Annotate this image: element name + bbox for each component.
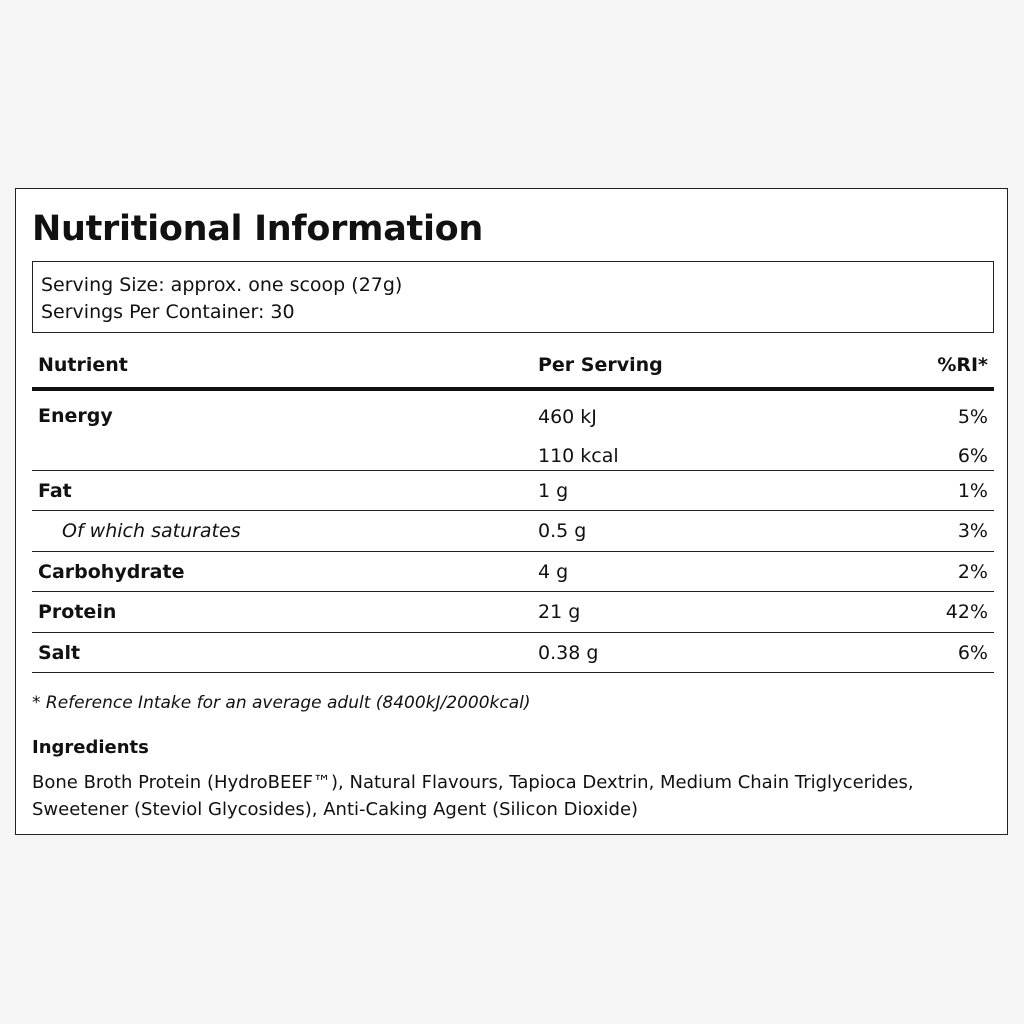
nutrition-table-body bbox=[32, 390, 994, 673]
energy-kcal-value: 110 kcal bbox=[538, 445, 619, 467]
page-title: Nutritional Information bbox=[32, 209, 484, 249]
nutrient-value: 4 g bbox=[538, 560, 569, 583]
nutrient-ri: 1% bbox=[957, 479, 988, 502]
nutrient-ri: 2% bbox=[957, 560, 988, 583]
servings-per-container: Servings Per Container: 30 bbox=[41, 301, 295, 323]
nutrition-panel bbox=[15, 188, 1008, 835]
nutrient-ri: 3% bbox=[957, 520, 988, 542]
table-row-carbohydrate bbox=[32, 552, 994, 593]
nutrient-name: Carbohydrate bbox=[38, 560, 185, 583]
nutrient-value: 1 g bbox=[538, 479, 569, 502]
nutrient-value: 21 g bbox=[538, 601, 581, 623]
table-row-fat bbox=[32, 471, 994, 512]
energy-kj-ri: 5% bbox=[957, 406, 988, 428]
nutrient-name: Energy bbox=[38, 405, 113, 427]
energy-kcal-ri: 6% bbox=[957, 445, 988, 467]
nutrient-value: 0.38 g bbox=[538, 641, 599, 664]
energy-kj-value: 460 kJ bbox=[538, 406, 597, 428]
header-per-serving: Per Serving bbox=[538, 354, 663, 376]
nutrient-ri: 6% bbox=[957, 641, 988, 664]
header-ri: %RI* bbox=[937, 354, 988, 376]
nutrient-name: Protein bbox=[38, 601, 117, 623]
ingredients-heading: Ingredients bbox=[32, 737, 149, 758]
table-row-protein bbox=[32, 592, 994, 633]
table-row-salt bbox=[32, 633, 994, 674]
nutrient-name: Salt bbox=[38, 641, 81, 664]
nutrient-name: Of which saturates bbox=[62, 520, 241, 542]
table-row-energy bbox=[32, 390, 994, 471]
nutrient-ri: 42% bbox=[945, 601, 988, 623]
ri-footnote: * Reference Intake for an average adult (8400kJ/2000kcal) bbox=[32, 693, 531, 713]
ingredients-text: Bone Broth Protein (HydroBEEF™), Natural Flavours, Tapioca Dextrin, Medium Chain Triglycerides, Sweetener (Steviol Glycosides), Anti-Caking Agent (Silicon Dioxide) bbox=[32, 772, 914, 820]
table-row-saturates bbox=[32, 511, 994, 552]
table-header bbox=[32, 342, 994, 391]
header-nutrient: Nutrient bbox=[38, 354, 128, 376]
nutrient-value: 0.5 g bbox=[538, 520, 587, 542]
serving-info-box bbox=[32, 261, 994, 333]
serving-size: Serving Size: approx. one scoop (27g) bbox=[41, 274, 403, 296]
nutrient-name: Fat bbox=[38, 479, 72, 502]
